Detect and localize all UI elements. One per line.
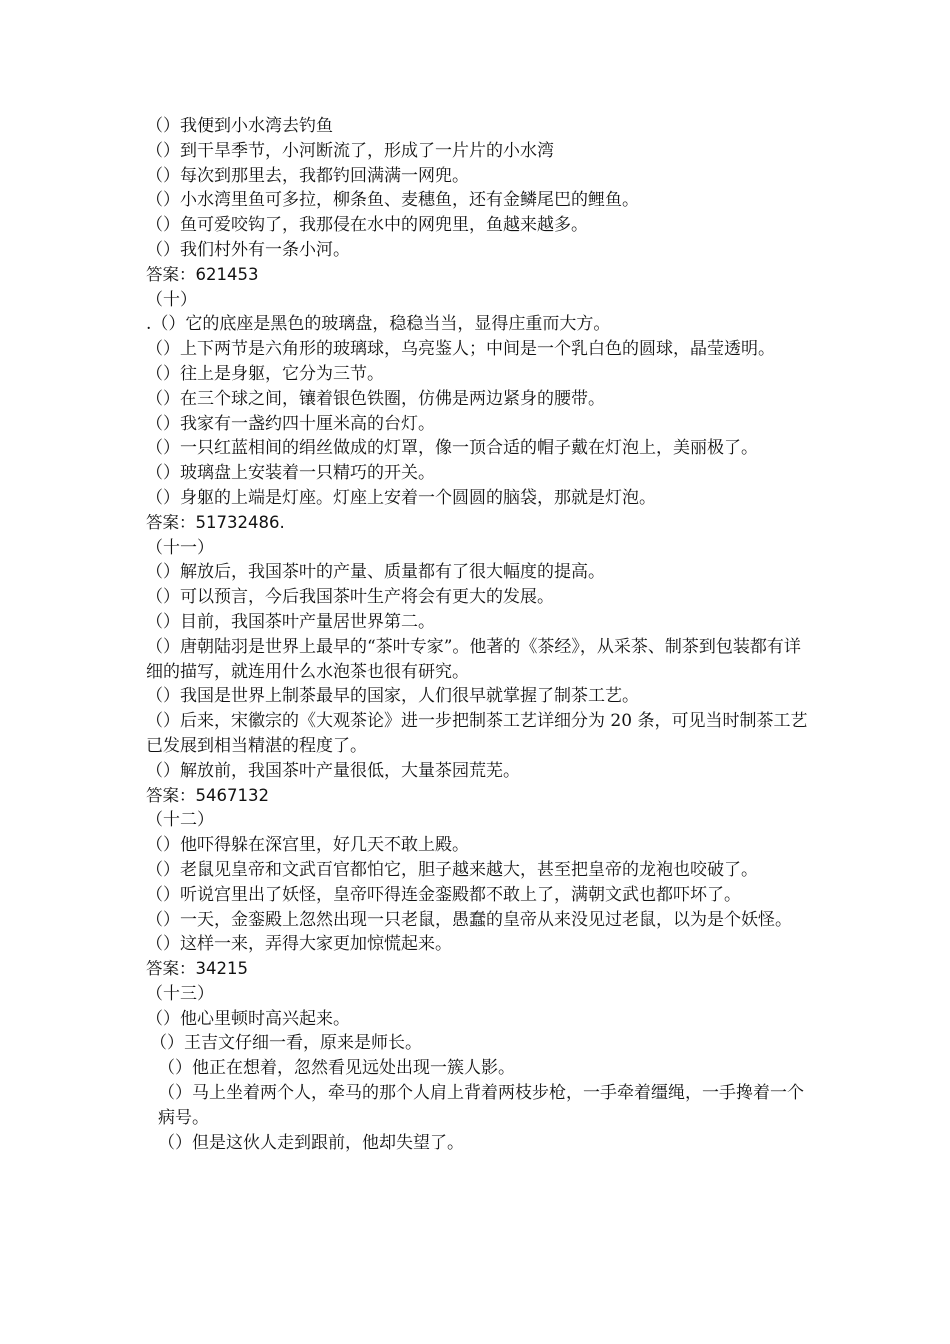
- item-line: （）上下两节是六角形的玻璃球，乌亮鉴人；中间是一个乳白色的圆球，晶莹透明。: [146, 339, 775, 360]
- item-line: （）我便到小水湾去钓鱼: [146, 116, 333, 136]
- item-line: （）可以预言，今后我国茶叶生产将会有更大的发展。: [146, 587, 554, 608]
- answer-line: 答案：34215: [146, 959, 248, 979]
- item-line: （）到干旱季节，小河断流了，形成了一片片的小水湾: [146, 140, 554, 161]
- item-line: （）解放后，我国茶叶的产量、质量都有了很大幅度的提高。: [146, 562, 605, 583]
- item-line: （）马上坐着两个人，牵马的那个人肩上背着两枝步枪，一手牵着缰绳，一手搀着一个病号。: [158, 1083, 804, 1128]
- section-heading: （十三）: [146, 983, 214, 1004]
- item-line: （）玻璃盘上安装着一只精巧的开关。: [146, 463, 435, 484]
- item-line: （）鱼可爱咬钩了，我那侵在水中的网兜里，鱼越来越多。: [146, 215, 588, 236]
- item-line: （）但是这伙人走到跟前，他却失望了。: [158, 1132, 464, 1153]
- answer-line: 答案：621453: [146, 264, 259, 284]
- item-line: （）身躯的上端是灯座。灯座上安着一个圆圆的脑袋，那就是灯泡。: [146, 487, 656, 508]
- answer-line: 答案：5467132: [146, 785, 269, 805]
- item-line: （）王吉文仔细一看，原来是师长。: [150, 1033, 422, 1054]
- item-line: （）在三个球之间，镶着银色铁圈，仿佛是两边紧身的腰带。: [146, 388, 605, 409]
- item-line: （）我们村外有一条小河。: [146, 239, 350, 260]
- item-line: （）后来，宋徽宗的《大观茶论》进一步把制茶工艺详细分为 20 条，可见当时制茶工艺已发展到相当精湛的程度了。: [146, 711, 808, 756]
- item-line: .（）它的底座是黑色的玻璃盘，稳稳当当，显得庄重而大方。: [146, 314, 611, 335]
- item-line: （）小水湾里鱼可多拉，柳条鱼、麦穗鱼，还有金鳞尾巴的鲤鱼。: [146, 190, 639, 211]
- item-line: （）解放前，我国茶叶产量很低，大量茶园荒芜。: [146, 760, 520, 781]
- section-heading: （十）: [146, 289, 197, 310]
- item-line: （）他吓得躲在深宫里，好几天不敢上殿。: [146, 835, 469, 856]
- item-line: （）他心里顿时高兴起来。: [146, 1008, 350, 1029]
- item-line: （）他正在想着，忽然看见远处出现一簇人影。: [158, 1058, 515, 1079]
- document-page: [146, 114, 810, 1155]
- answer-line: 答案：51732486.: [146, 512, 285, 532]
- item-line: （）一天，金銮殿上忽然出现一只老鼠，愚蠢的皇帝从来没见过老鼠，以为是个妖怪。: [146, 909, 792, 930]
- item-line: （）一只红蓝相间的绢丝做成的灯罩，像一顶合适的帽子戴在灯泡上，美丽极了。: [146, 438, 758, 459]
- item-line: （）唐朝陆羽是世界上最早的“茶叶专家”。他著的《茶经》，从采茶、制茶到包装都有详细的描写，就连用什么水泡茶也很有研究。: [146, 636, 801, 682]
- section-heading: （十二）: [146, 810, 214, 831]
- item-line: （）目前，我国茶叶产量居世界第二。: [146, 611, 435, 632]
- item-line: （）我家有一盏约四十厘米高的台灯。: [146, 413, 435, 434]
- item-line: （）老鼠见皇帝和文武百官都怕它，胆子越来越大，甚至把皇帝的龙袍也咬破了。: [146, 859, 758, 880]
- item-line: （）我国是世界上制茶最早的国家，人们很早就掌握了制茶工艺。: [146, 686, 639, 707]
- section-heading: （十一）: [146, 537, 214, 558]
- item-line: （）这样一来，弄得大家更加惊慌起来。: [146, 934, 452, 955]
- item-line: （）每次到那里去，我都钓回满满一网兜。: [146, 165, 469, 186]
- item-line: （）往上是身躯，它分为三节。: [146, 363, 384, 384]
- item-line: （）听说宫里出了妖怪，皇帝吓得连金銮殿都不敢上了，满朝文武也都吓坏了。: [146, 884, 741, 905]
